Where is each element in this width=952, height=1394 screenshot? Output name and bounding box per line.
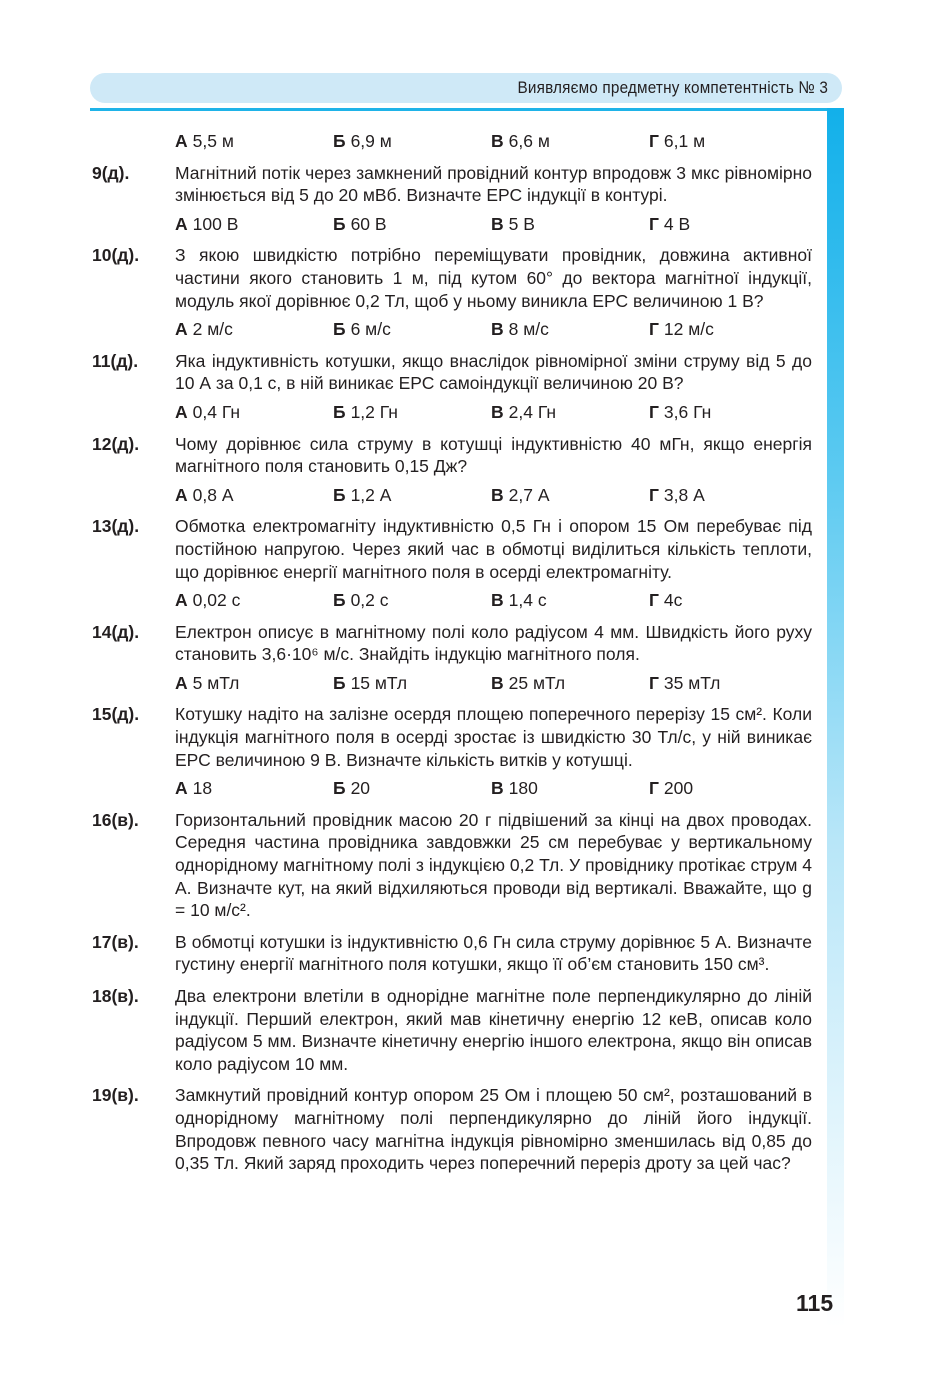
answer-option: Г 6,1 м [649,131,706,151]
problem-text: Обмотка електромагніту індуктивністю 0,5 Гн і опором 15 Ом перебуває під постійною напругою. Через який час в обмотці виділиться кількість теплоти, що дорівнює енергії магнітного поля в осерді електромагніту. [175,516,812,582]
answer-option: А 0,02 с [175,590,241,611]
answer-option: Г 200 [649,778,694,799]
answer-option: А 0,4 Гн [175,401,240,422]
problem-number: 9(д). [92,162,130,183]
problem-text: Яка індуктивність котушки, якщо внаслідок рівномірної зміни струму від 5 до 10 А за 0,1 с, в ній виникає ЕРС самоіндукції величиною 20 В? [175,350,812,394]
answer-option: Г 12 м/с [649,319,714,340]
problem-number: 17(в). [92,931,139,952]
previous-problem-answers [92,130,812,153]
answer-row [175,484,812,507]
problem-text: Два електрони влетіли в однорідне магнітне поле перпендикулярно до ліній індукції. Перший електрон, який мав кінетичну енергію 12 кеВ, описав коло радіусом 5 мм. Визначте кінетичну енергію іншого електрона, якщо він описав коло радіусом 10 мм. [175,986,812,1074]
problem-text: Котушку надіто на залізне осердя площею поперечного перерізу 15 см². Коли індукція магнітного поля в осерді зростає із швидкістю 30 Тл/с, у ній виникає ЕРС величиною 9 В. Визначте кількість витків у котушці. [175,704,812,770]
problem-item [92,244,812,340]
problems-content [92,130,812,1184]
answer-option: А 5 мТл [175,672,240,693]
answer-option: В 2,4 Гн [491,401,556,422]
problem-item [92,703,812,799]
problem-text: Горизонтальний провідник масою 20 г підвішений за кінці на двох проводах. Середня частина провідника завдовжки 25 см перебуває у вертикальному однорідному магнітному полі з індукцією 0,2 Тл. У провіднику протікає струм 4 А. Визначте кут, на який відхиляються проводи від вертикалі. Вважайте, що g = 10 м/с². [175,809,812,921]
problem-item [92,1084,812,1174]
answer-option: А 5,5 м [175,131,234,151]
answer-option: В 1,4 с [491,590,547,611]
answer-option: В 5 В [491,213,535,234]
problem-text: Замкнутий провідний контур опором 25 Ом і площею 50 см², розташований в однорідному магнітному полі перпендикулярно до ліній його індукції. Впродовж певного часу магнітна індукція рівномірно зменшилась від 0,85 до 0,35 Тл. Який заряд проходить через поперечний переріз дроту за цей час? [175,1085,812,1174]
answer-option: А 0,8 А [175,484,234,505]
problem-text: Електрон описує в магнітному полі коло радіусом 4 мм. Швидкість його руху становить 3,6·10⁶ м/с. Знайдіть індукцію магнітного поля. [175,621,812,665]
problem-item [92,809,812,922]
answer-row [175,672,812,695]
answer-option: Б 6 м/с [333,319,391,340]
problem-item [92,931,812,976]
problem-item [92,433,812,507]
answer-option: Б 6,9 м [333,131,392,151]
answer-option: А 100 В [175,213,239,234]
answer-option: Б 0,2 с [333,590,389,611]
problem-number: 13(д). [92,516,140,537]
problem-text: Магнітний потік через замкнений провідний контур впродовж 3 мкс рівномірно змінюється від 5 до 20 мВб. Визначте ЕРС індукції в контурі. [175,162,812,206]
problem-item [92,162,812,236]
answer-option: В 8 м/с [491,319,549,340]
problem-item [92,350,812,424]
side-color-stripe [827,108,844,1328]
answer-option: Г 4 В [649,213,691,234]
answer-option: Г 3,8 А [649,484,705,505]
page-number: 115 [796,1290,834,1316]
answer-row [175,777,812,800]
problem-text: Чому дорівнює сила струму в котушці індуктивністю 40 мГн, якщо енергія магнітного поля становить 0,15 Дж? [175,433,812,477]
answer-row [175,318,812,341]
answer-row [175,213,812,236]
header-divider [90,108,827,111]
answer-option: А 2 м/с [175,319,233,340]
problem-number: 14(д). [92,621,140,642]
answer-option: В 25 мТл [491,672,566,693]
answer-option: Г 35 мТл [649,672,721,693]
answer-option: Б 20 [333,778,371,799]
problem-number: 19(в). [92,1085,139,1106]
problem-number: 18(в). [92,986,139,1006]
header-bar [90,73,842,103]
answer-option: В 6,6 м [491,131,550,151]
problem-text: З якою швидкістю потрібно переміщувати провідник, довжина активної частини якого становить 1 м, під кутом 60° до вектора магнітної індукції, модуль якої дорівнює 0,2 Тл, щоб у ньому виникла ЕРС величиною 1 В? [175,245,812,311]
problem-number: 11(д). [92,350,139,371]
problem-item [92,985,812,1075]
problem-text: В обмотці котушки із індуктивністю 0,6 Гн сила струму дорівнює 5 А. Визначте густину енергії магнітного поля котушки, якщо її об’єм становить 150 см³. [175,931,812,975]
answer-option: Б 1,2 Гн [333,401,398,422]
header-title: Виявляємо предметну компетентність № 3 [517,78,828,97]
answer-option: Г 4с [649,590,683,611]
answer-option: А 18 [175,778,213,799]
problem-list [92,162,812,1175]
answer-row [175,401,812,424]
answer-option: Б 15 мТл [333,672,408,693]
answer-option: Б 60 В [333,213,387,234]
problem-number: 10(д). [92,245,140,266]
answer-option: Б 1,2 А [333,484,392,505]
problem-number: 15(д). [92,704,140,725]
answer-option: В 180 [491,778,538,799]
problem-number: 12(д). [92,433,140,454]
answer-option: В 2,7 А [491,484,550,505]
problem-number: 16(в). [92,809,139,830]
top-answer-row [175,130,812,153]
problem-item [92,515,812,611]
answer-option: Г 3,6 Гн [649,401,712,422]
problem-item [92,621,812,695]
answer-row [175,589,812,612]
